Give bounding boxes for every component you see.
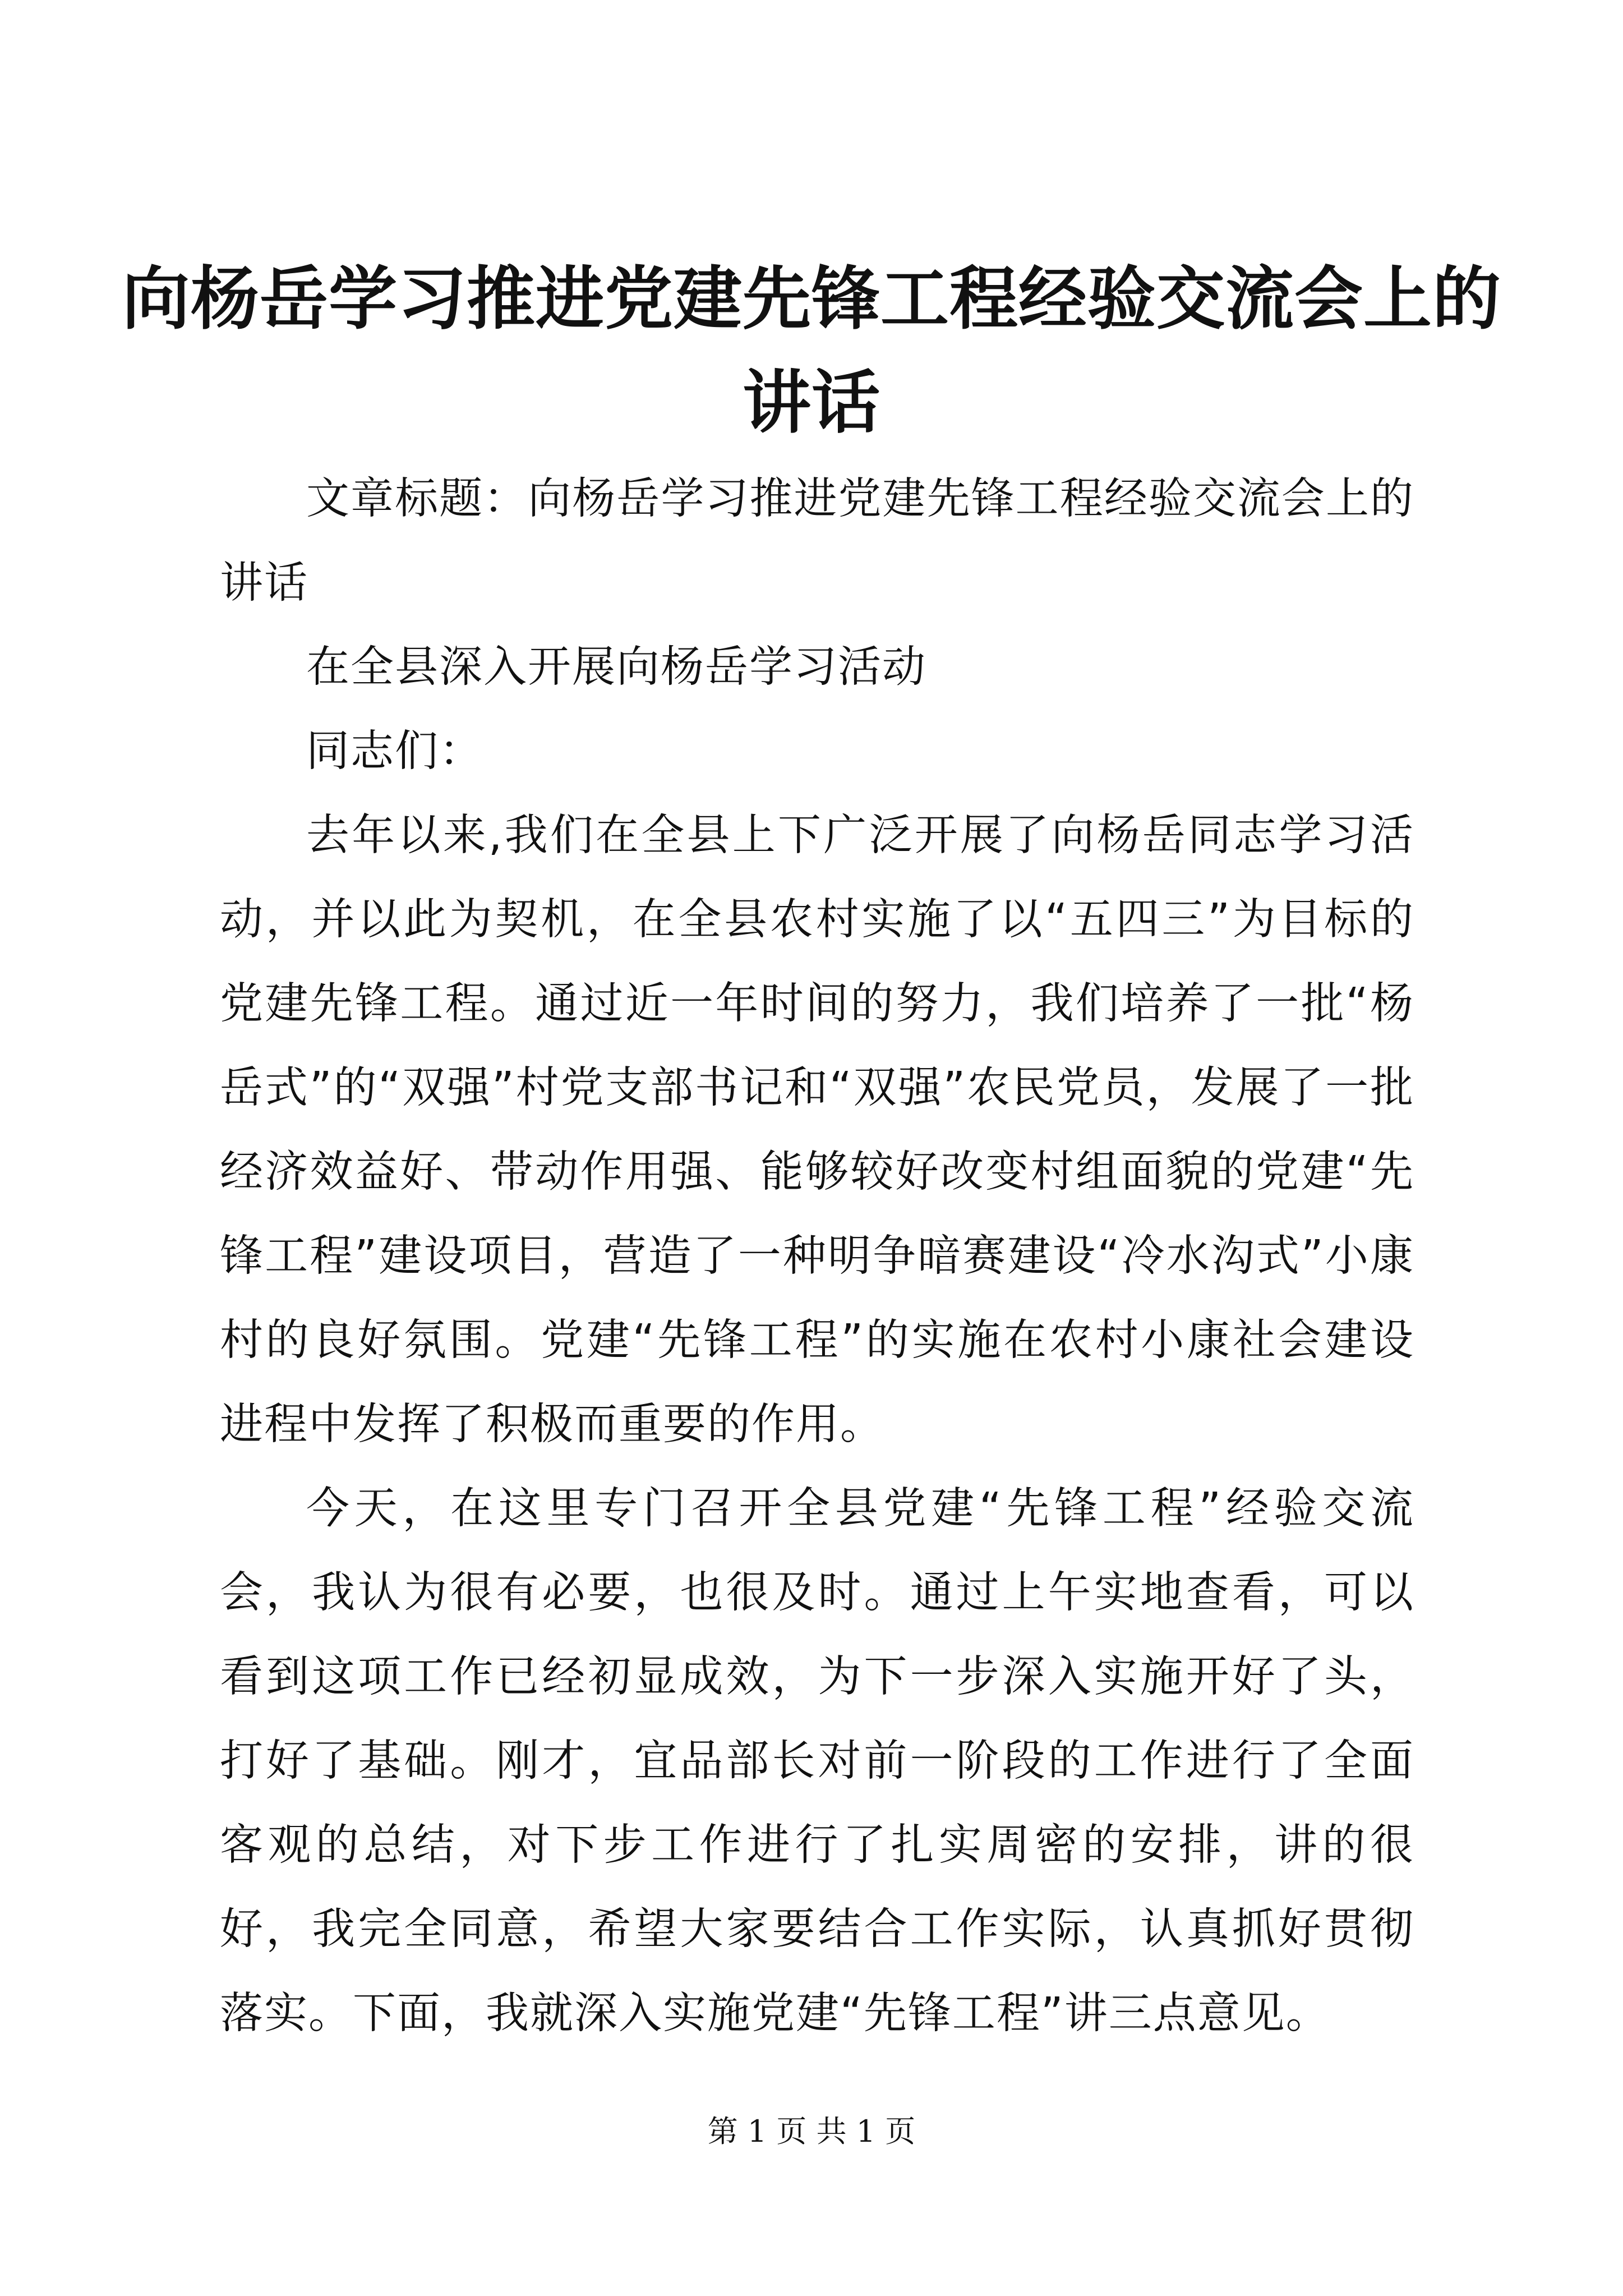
- body-paragraph: 去年以来,我们在全县上下广泛开展了向杨岳同志学习活动，并以此为契机，在全县农村实施了以“五四三”为目标的党建先锋工程。通过近一年时间的努力，我们培养了一批“杨岳式”的“双强”村党支部书记和“双强”农民党员，发展了一批经济效益好、带动作用强、能够较好改变村组面貌的党建“先锋工程”建设项目，营造了一种明争暗赛建设“冷水沟式”小康村的良好氛围。党建“先锋工程”的实施在农村小康社会建设进程中发挥了积极而重要的作用。: [220, 811, 1414, 1450]
- body-paragraph: 今天，在这里专门召开全县党建“先锋工程”经验交流会，我认为很有必要，也很及时。通过上午实地查看，可以看到这项工作已经初显成效，为下一步深入实施开好了头，打好了基础。刚才，宜品部长对前一阶段的工作进行了全面客观的总结，对下步工作进行了扎实周密的安排，讲的很好，我完全同意，希望大家要结合工作实际，认真抓好贯彻落实。下面，我就深入实施党建“先锋工程”讲三点意见。: [220, 1484, 1414, 2039]
- salutation-paragraph: 同志们：: [306, 726, 483, 776]
- page-footer: 第 1 页 共 1 页: [707, 2114, 916, 2149]
- title-line-2: 讲话: [743, 362, 880, 443]
- article-title-paragraph: 文章标题：向杨岳学习推进党建先锋工程经验交流会上的讲话: [220, 474, 1414, 608]
- document-title: [0, 247, 1623, 454]
- document-body: [220, 457, 1414, 2056]
- title-line-1: 向杨岳学习推进党建先锋工程经验交流会上的: [122, 258, 1501, 339]
- subtitle-paragraph: 在全县深入开展向杨岳学习活动: [306, 642, 926, 692]
